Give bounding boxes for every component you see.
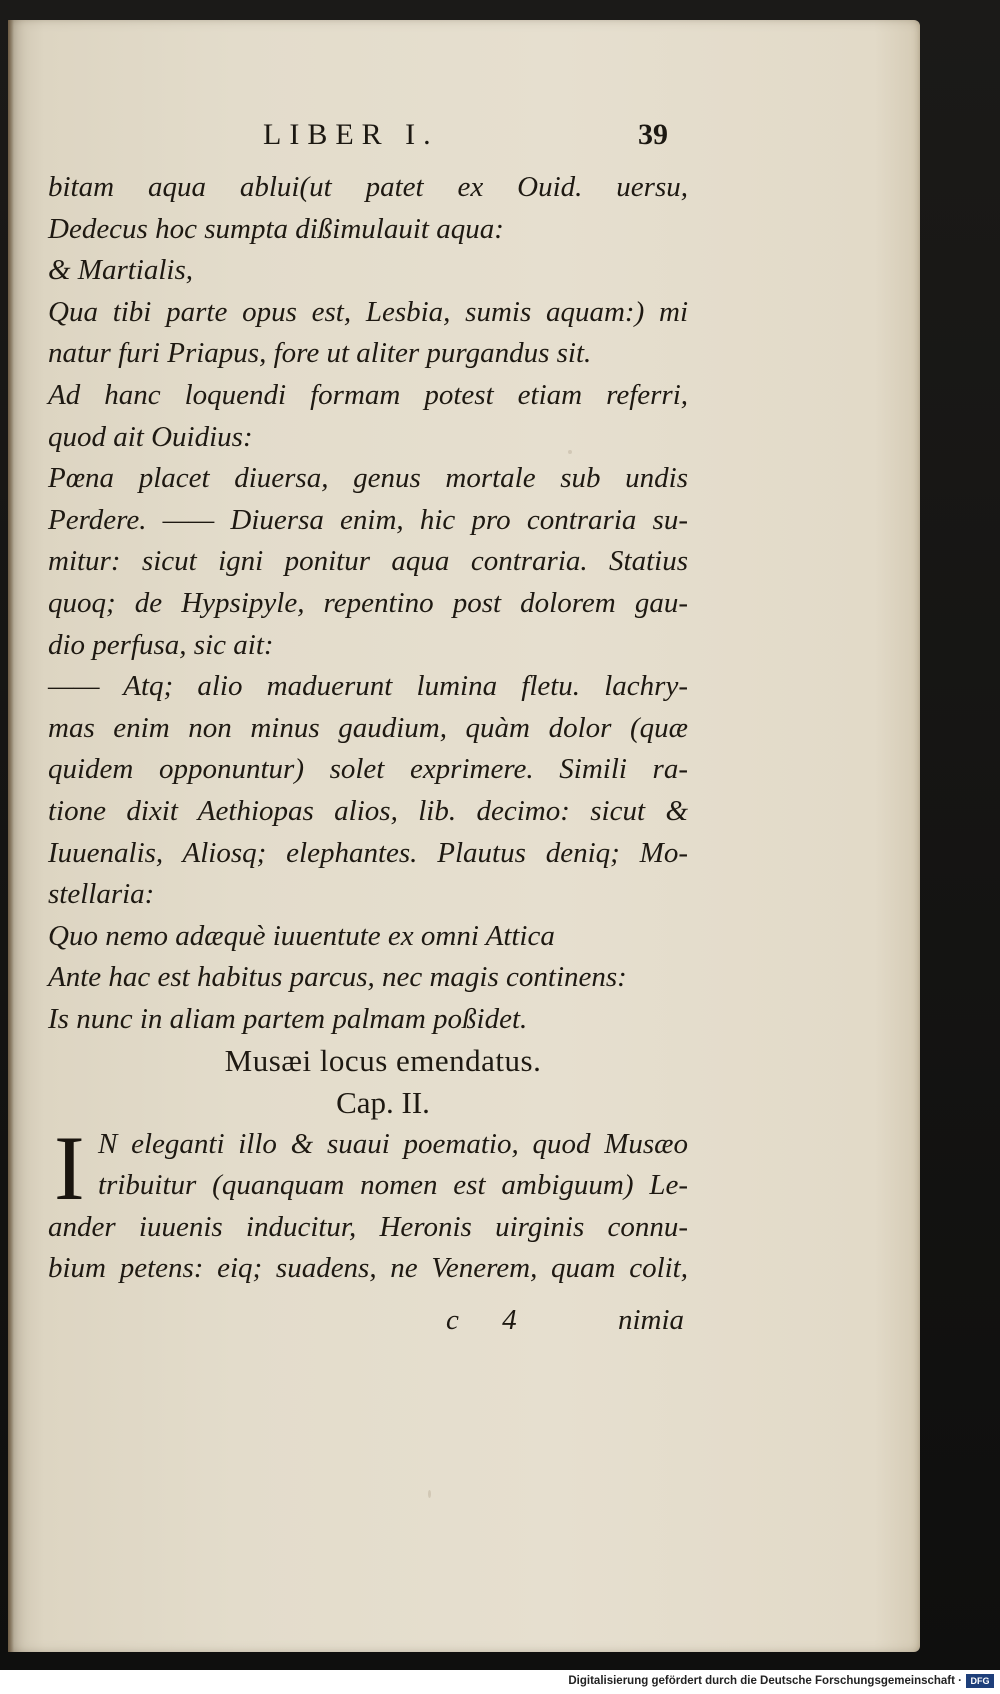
running-head: LIBER I. xyxy=(263,118,439,151)
signature-mark: c 4 xyxy=(446,1304,535,1336)
text-line: bitam aqua ablui(ut patet ex Ouid. uersu, xyxy=(48,171,688,203)
text-line: Qua tibi parte opus est, Lesbia, sumis aquam:) mi xyxy=(48,295,688,328)
page-direction-line xyxy=(8,1304,920,1344)
text-line: Dedecus hoc sumpta dißimulauit aqua: xyxy=(48,212,504,245)
text-line: Ante hac est habitus parcus, nec magis continens: xyxy=(48,961,627,994)
text-line: mas enim non minus gaudium, quàm dolor (quæ xyxy=(48,711,688,744)
drop-cap-initial: I xyxy=(54,1116,85,1219)
text-line: Perdere. —— Diuersa enim, hic pro contraria su- xyxy=(48,503,688,536)
page-gutter xyxy=(8,20,14,1652)
chapter-number: Cap. II. xyxy=(336,1085,430,1121)
page-number: 39 xyxy=(638,118,668,151)
paper-spot xyxy=(428,1490,431,1498)
text-line: dio perfusa, sic ait: xyxy=(48,628,274,661)
text-line: mitur: sicut igni ponitur aqua contraria. Statius xyxy=(48,545,688,578)
text-line: tione dixit Aethiopas alios, lib. decimo: sicut & xyxy=(48,794,688,827)
text-line: ander iuuenis inducitur, Heronis uirginis connu- xyxy=(48,1210,688,1243)
text-line: quoq; de Hypsipyle, repentino post dolorem gau- xyxy=(48,586,688,619)
dfg-logo: DFG xyxy=(966,1674,994,1688)
section-heading: Musæi locus emendatus. xyxy=(224,1043,542,1079)
text-line: bium petens: eiq; suadens, ne Venerem, quam colit, xyxy=(48,1252,688,1285)
text-line: —— Atq; alio maduerunt lumina fletu. lachry- xyxy=(48,670,688,703)
text-line: Iuuenalis, Aliosq; elephantes. Plautus deniq; Mo- xyxy=(48,836,688,869)
text-line: natur furi Priapus, fore ut aliter purgandus sit. xyxy=(48,337,592,370)
book-page xyxy=(8,20,920,1652)
text-line: N eleganti illo & suaui poematio, quod Musæo xyxy=(98,1127,688,1160)
text-line: Quo nemo adæquè iuuentute ex omni Attica xyxy=(48,919,555,952)
text-line: tribuitur (quanquam nomen est ambiguum) Le- xyxy=(98,1169,688,1202)
main-text xyxy=(48,167,688,1290)
text-line: Pœna placet diuersa, genus mortale sub undis xyxy=(48,462,688,495)
catchword: nimia xyxy=(618,1304,685,1336)
text-line: quidem opponuntur) solet exprimere. Simili ra- xyxy=(48,753,688,786)
text-line: quod ait Ouidius: xyxy=(48,420,253,453)
digitization-credit: Digitalisierung gefördert durch die Deutsche Forschungsgemeinschaft · xyxy=(568,1675,962,1687)
text-line: & Martialis, xyxy=(48,254,194,287)
page-header xyxy=(8,118,920,158)
chapter-opening xyxy=(48,1116,688,1290)
text-line: stellaria: xyxy=(48,878,155,911)
text-line: Ad hanc loquendi formam potest etiam referri, xyxy=(48,378,688,411)
text-line: Is nunc in aliam partem palmam poßidet. xyxy=(48,1002,528,1035)
